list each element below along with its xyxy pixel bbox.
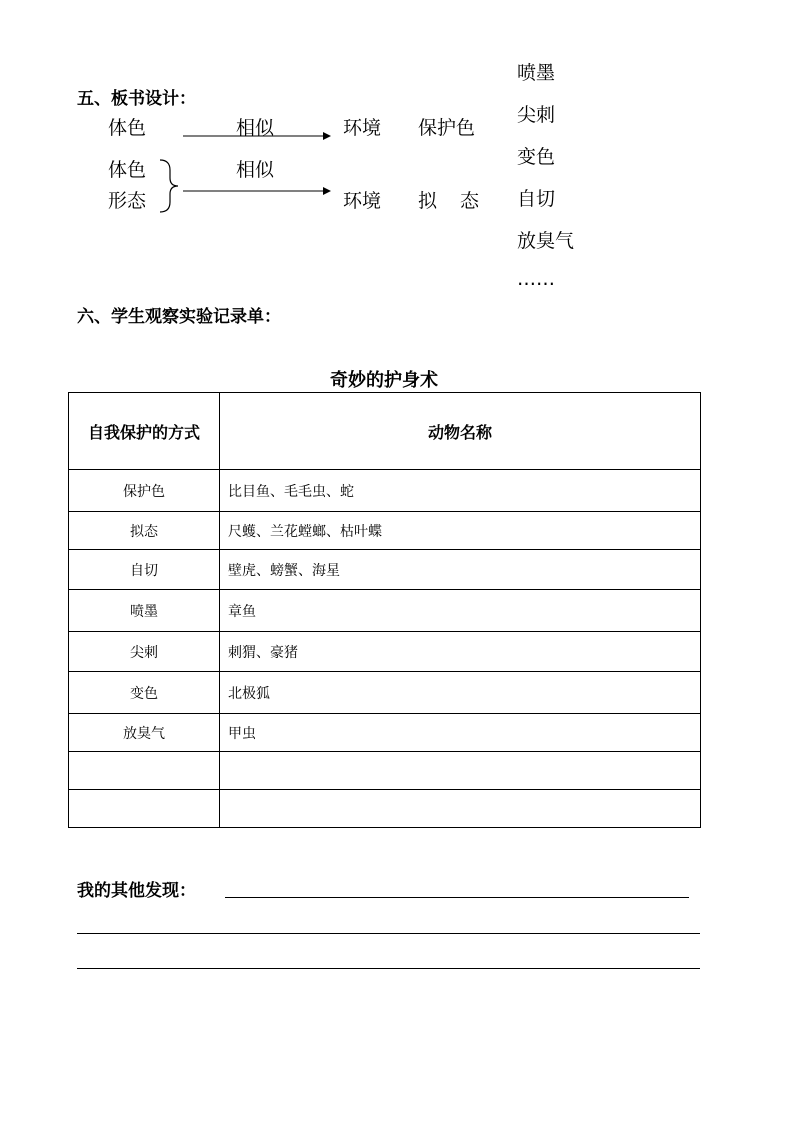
side-list-item: 喷墨: [517, 62, 556, 84]
animals-cell: [220, 752, 701, 790]
animals-cell: [220, 790, 701, 828]
board-row1-middle: 相似: [236, 117, 275, 139]
findings-label: 我的其他发现：: [77, 881, 196, 901]
table-row: [69, 512, 701, 550]
table-row: [69, 714, 701, 752]
method-cell: 自切: [69, 550, 220, 590]
method-cell: 拟态: [69, 512, 220, 550]
method-cell: [69, 790, 220, 828]
board-row2-right2-b: 态: [460, 190, 480, 212]
side-list-item: 尖刺: [517, 104, 556, 126]
side-list-item: ……: [517, 268, 555, 290]
board-row1-right1: 环境: [343, 117, 382, 139]
record-sheet-title: 奇妙的护身术: [330, 370, 438, 391]
board-row2-right2-a: 拟: [418, 190, 438, 212]
arrow-right-icon: [183, 185, 333, 197]
board-design-heading: 五、板书设计：: [77, 89, 196, 109]
method-cell: 放臭气: [69, 714, 220, 752]
method-cell: 变色: [69, 672, 220, 714]
side-list-item: 自切: [517, 188, 556, 210]
table-row: [69, 632, 701, 672]
table-row: [69, 752, 701, 790]
animals-cell: 刺猬、豪猪: [220, 632, 701, 672]
findings-answer-line: [77, 968, 700, 969]
animals-cell: 壁虎、螃蟹、海星: [220, 550, 701, 590]
findings-answer-line: [225, 897, 689, 898]
animals-cell: 比目鱼、毛毛虫、蛇: [220, 470, 701, 512]
findings-answer-line: [77, 933, 700, 934]
board-row2-middle: 相似: [236, 159, 275, 181]
table-row: [69, 470, 701, 512]
animals-cell: 章鱼: [220, 590, 701, 632]
table-row: [69, 672, 701, 714]
board-row2-left-top: 体色: [108, 159, 147, 181]
side-list-item: 放臭气: [517, 230, 575, 252]
method-cell: 尖刺: [69, 632, 220, 672]
record-table: [68, 392, 701, 828]
animals-cell: 北极狐: [220, 672, 701, 714]
method-cell: 喷墨: [69, 590, 220, 632]
column-header-method: 自我保护的方式: [69, 393, 220, 470]
board-row1-left: 体色: [108, 117, 147, 139]
animals-cell: 尺蠖、兰花螳螂、枯叶蝶: [220, 512, 701, 550]
board-row1-right2: 保护色: [418, 117, 476, 139]
animals-cell: 甲虫: [220, 714, 701, 752]
brace-icon: [158, 158, 182, 214]
arrow-right-icon: [183, 130, 333, 142]
table-header-row: [69, 393, 701, 470]
board-row2-left-bottom: 形态: [108, 190, 147, 212]
record-sheet-heading: 六、学生观察实验记录单：: [77, 307, 281, 327]
side-list-item: 变色: [517, 146, 556, 168]
table-row: [69, 790, 701, 828]
board-row2-right1: 环境: [343, 190, 382, 212]
method-cell: [69, 752, 220, 790]
method-cell: 保护色: [69, 470, 220, 512]
table-row: [69, 590, 701, 632]
table-row: [69, 550, 701, 590]
column-header-animals: 动物名称: [220, 393, 701, 470]
